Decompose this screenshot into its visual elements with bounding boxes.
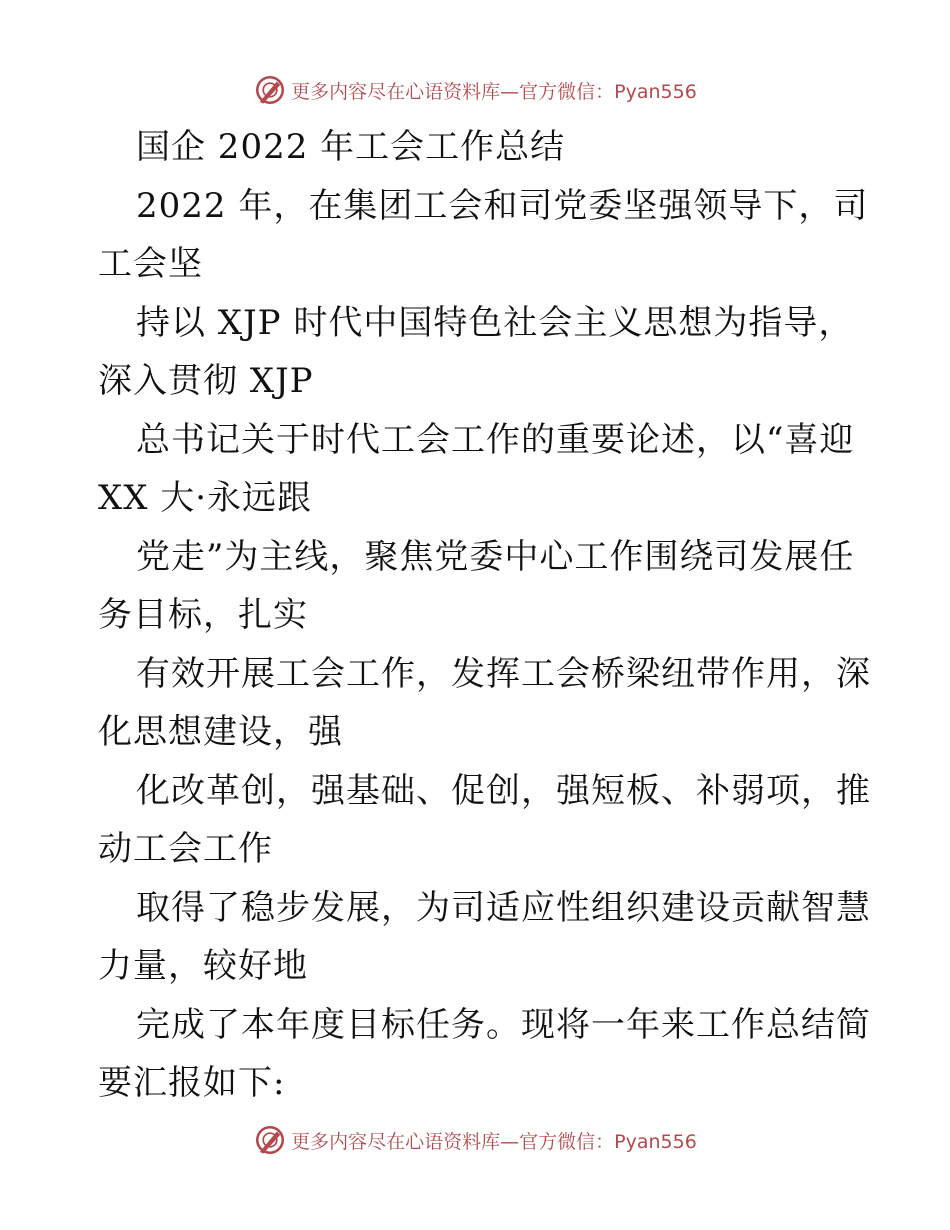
paragraph-line: 取得了稳步发展，为司适应性组织建设贡献智慧 (136, 887, 871, 928)
footer-watermark (0, 1120, 950, 1160)
paragraph-line: XX 大·永远跟 (98, 478, 313, 518)
paragraph-line: 力量，较好地 (98, 946, 308, 986)
header-watermark (0, 70, 950, 110)
paragraph-line: 完成了本年度目标任务。现将一年来工作总结简 (136, 1004, 871, 1045)
paragraph-line: 化思想建设，强 (98, 712, 343, 752)
paragraph-line: 持以 XJP 时代中国特色社会主义思想为指导， (136, 302, 854, 343)
watermark-text: 更多内容尽在心语资料库—官方微信：Pyan556 (291, 80, 697, 103)
paragraph-line: 总书记关于时代工会工作的重要论述，以“喜迎 (136, 419, 855, 460)
paragraph-line: 党走”为主线，聚焦党委中心工作围绕司发展任 (136, 536, 855, 577)
paragraph-line: 务目标，扎实 (98, 595, 308, 635)
paragraph-line: 动工会工作 (98, 829, 273, 869)
pen-logo-icon (253, 73, 287, 107)
pen-logo-icon (253, 1123, 287, 1157)
paragraph-line: 要汇报如下: (98, 1063, 286, 1103)
paragraph-line: 深入贯彻 XJP (98, 361, 314, 401)
paragraph-line: 有效开展工会工作，发挥工会桥梁纽带作用，深 (136, 653, 871, 694)
paragraph-line: 2022 年，在集团工会和司党委坚强领导下，司 (136, 185, 869, 226)
paragraph-line: 化改革创，强基础、促创，强短板、补弱项，推 (136, 770, 871, 811)
document-body (98, 118, 871, 1113)
document-title: 国企 2022 年工会工作总结 (136, 127, 566, 167)
watermark-text: 更多内容尽在心语资料库—官方微信：Pyan556 (291, 1130, 697, 1153)
paragraph-line: 工会坚 (98, 244, 203, 284)
